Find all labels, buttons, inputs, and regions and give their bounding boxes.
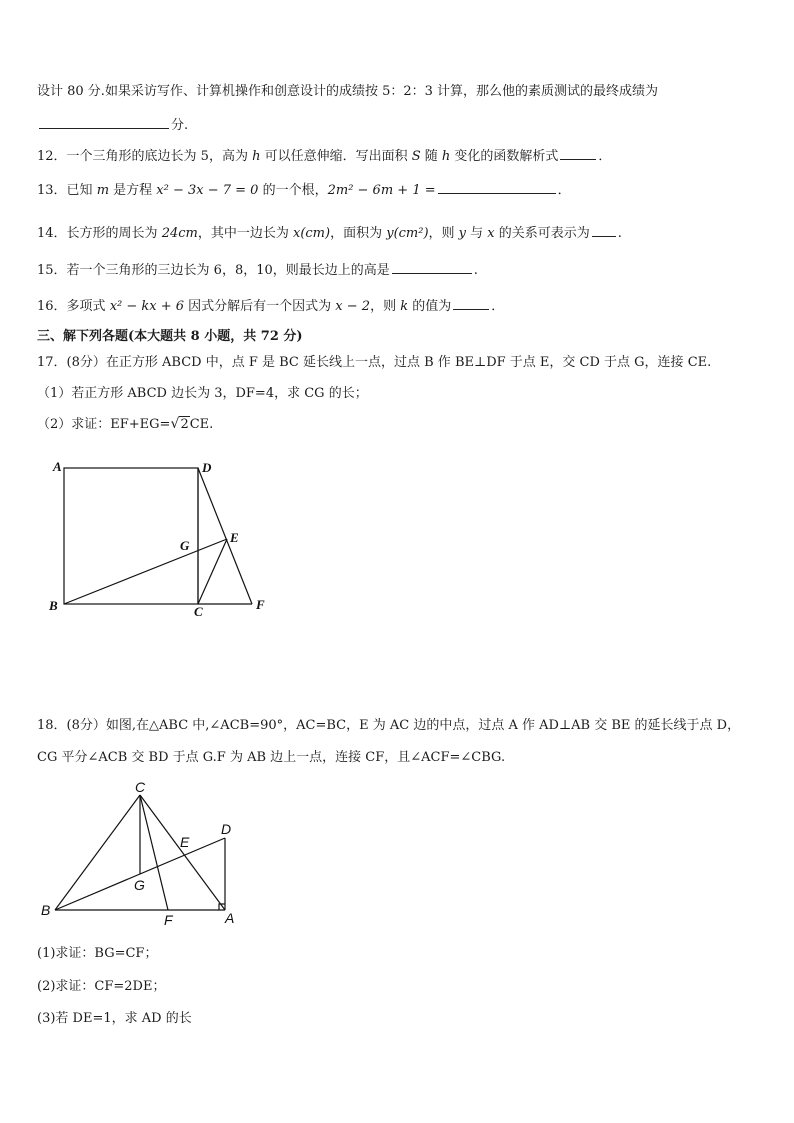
q14-line bbox=[37, 224, 622, 242]
label-c: C bbox=[135, 779, 146, 795]
q13-prefix: 13．已知 bbox=[37, 183, 97, 198]
q14-x-var: x bbox=[487, 226, 495, 241]
q17-part2 bbox=[37, 417, 213, 433]
label-c: C bbox=[194, 604, 203, 619]
q16-prefix: 16．多项式 bbox=[37, 299, 110, 314]
q13-mid2: 的一个根， bbox=[258, 183, 328, 198]
q15-text: 15．若一个三角形的三边长为 6，8，10，则最长边上的高是 bbox=[37, 263, 390, 278]
q11-line bbox=[37, 84, 658, 100]
q16-answer-blank[interactable] bbox=[453, 297, 489, 310]
q18-stem-line1: 18．(8分）如图,在△ABC 中,∠ACB=90°，AC=BC，E 为 AC 边的中点，过点 A 作 AD⊥AB 交 BE 的延长线于点 D， bbox=[37, 718, 741, 733]
q13-expression: 2m² − 6m + 1 = bbox=[327, 183, 436, 198]
q12-h-var: h bbox=[252, 149, 261, 164]
q11-tail: 分. bbox=[171, 118, 189, 133]
q17-part2-suffix: CE. bbox=[189, 417, 214, 432]
segment-df bbox=[198, 468, 252, 604]
q14-mid3: ，则 bbox=[428, 226, 459, 241]
label-d: D bbox=[202, 460, 212, 475]
label-a: A bbox=[53, 459, 62, 474]
q16-mid2: ，则 bbox=[370, 299, 401, 314]
q16-end: ． bbox=[491, 299, 505, 314]
q17-sqrt bbox=[170, 417, 189, 433]
q11-answer-line bbox=[37, 116, 188, 134]
q12-answer-blank[interactable] bbox=[560, 147, 596, 160]
q14-answer-blank[interactable] bbox=[592, 224, 616, 237]
q14-suffix: 的关系可表示为 bbox=[494, 226, 590, 241]
q12-h-var2: h bbox=[441, 149, 451, 164]
q13-mid: 是方程 bbox=[109, 183, 157, 198]
label-f: F bbox=[164, 912, 173, 928]
q14-prefix: 14．长方形的周长为 bbox=[37, 226, 162, 241]
q18-stem-line2: CG 平分∠ACB 交 BD 于点 G.F 为 AB 边上一点，连接 CF，且∠ACF=∠CBG. bbox=[37, 750, 506, 765]
label-f: F bbox=[256, 597, 265, 612]
label-e: E bbox=[180, 834, 190, 850]
q13-equation: x² − 3x − 7 = 0 bbox=[156, 183, 259, 198]
q12-line bbox=[37, 147, 611, 165]
q14-y-var: y bbox=[458, 226, 467, 241]
q15-line bbox=[37, 261, 478, 279]
q12-mid1: 可以任意伸缩．写出面积 bbox=[260, 149, 412, 164]
q16-suffix: 的值为 bbox=[408, 299, 452, 314]
q12-suffix: 变化的函数解析式 bbox=[450, 149, 559, 164]
q12-prefix: 12．一个三角形的底边长为 5，高为 bbox=[37, 149, 253, 164]
q17-sqrt-value: 2 bbox=[180, 417, 189, 432]
q17-part2-prefix: （2）求证：EF+EG= bbox=[37, 417, 171, 432]
q18-part1: (1)求证：BG=CF； bbox=[37, 946, 158, 961]
q17-part1: （1）若正方形 ABCD 边长为 3，DF=4，求 CG 的长； bbox=[37, 386, 368, 401]
q16-factor: x − 2 bbox=[335, 299, 371, 314]
q12-S-var: S bbox=[411, 149, 421, 164]
label-g: G bbox=[180, 538, 190, 553]
label-e: E bbox=[230, 530, 239, 545]
section3-title: 三、解下列各题(本大题共 8 小题，共 72 分) bbox=[37, 329, 303, 344]
label-b: B bbox=[49, 598, 58, 613]
q18-part2: (2)求证：CF=2DE； bbox=[37, 979, 166, 994]
q13-answer-blank[interactable] bbox=[438, 181, 556, 194]
q11-text: 设计 80 分.如果采访写作、计算机操作和创意设计的成绩按 5：2：3 计算，那么他的素质测试的最终成绩为 bbox=[37, 84, 659, 99]
q16-polynomial: x² − kx + 6 bbox=[109, 299, 185, 314]
q14-mid1: ，其中一边长为 bbox=[197, 226, 293, 241]
segment-bc bbox=[55, 795, 140, 910]
q14-end: . bbox=[617, 226, 622, 241]
q14-mid2: ，面积为 bbox=[330, 226, 387, 241]
q13-line bbox=[37, 181, 571, 199]
q13-end: ． bbox=[557, 183, 571, 198]
q16-mid: 因式分解后有一个因式为 bbox=[184, 299, 336, 314]
label-b: B bbox=[41, 902, 51, 918]
q14-mid4: 与 bbox=[466, 226, 488, 241]
q12-mid2: 随 bbox=[420, 149, 442, 164]
q11-answer-blank[interactable] bbox=[39, 116, 169, 129]
q14-y-expr: y(cm²) bbox=[386, 226, 429, 241]
label-g: G bbox=[134, 877, 145, 893]
q16-k-var: k bbox=[400, 299, 409, 314]
sqrt-radical-icon: √ bbox=[170, 416, 180, 432]
q17-figure bbox=[40, 455, 280, 625]
q16-line bbox=[37, 297, 504, 315]
q14-x-expr: x(cm) bbox=[292, 226, 331, 241]
q17-stem: 17．(8分）在正方形 ABCD 中，点 F 是 BC 延长线上一点，过点 B 作 BE⊥DF 于点 E，交 CD 于点 G，连接 CE. bbox=[37, 355, 712, 370]
q15-answer-blank[interactable] bbox=[392, 261, 472, 274]
q15-end: . bbox=[473, 263, 478, 278]
q12-end: ． bbox=[598, 149, 612, 164]
q13-m-var: m bbox=[96, 183, 110, 198]
segment-ca bbox=[140, 795, 225, 910]
q18-figure bbox=[35, 778, 245, 930]
q14-perimeter: 24cm bbox=[161, 226, 198, 241]
square-abcd bbox=[64, 468, 198, 604]
label-d: D bbox=[221, 821, 232, 837]
q18-part3: (3)若 DE=1，求 AD 的长 bbox=[37, 1011, 192, 1026]
label-a: A bbox=[225, 910, 235, 926]
